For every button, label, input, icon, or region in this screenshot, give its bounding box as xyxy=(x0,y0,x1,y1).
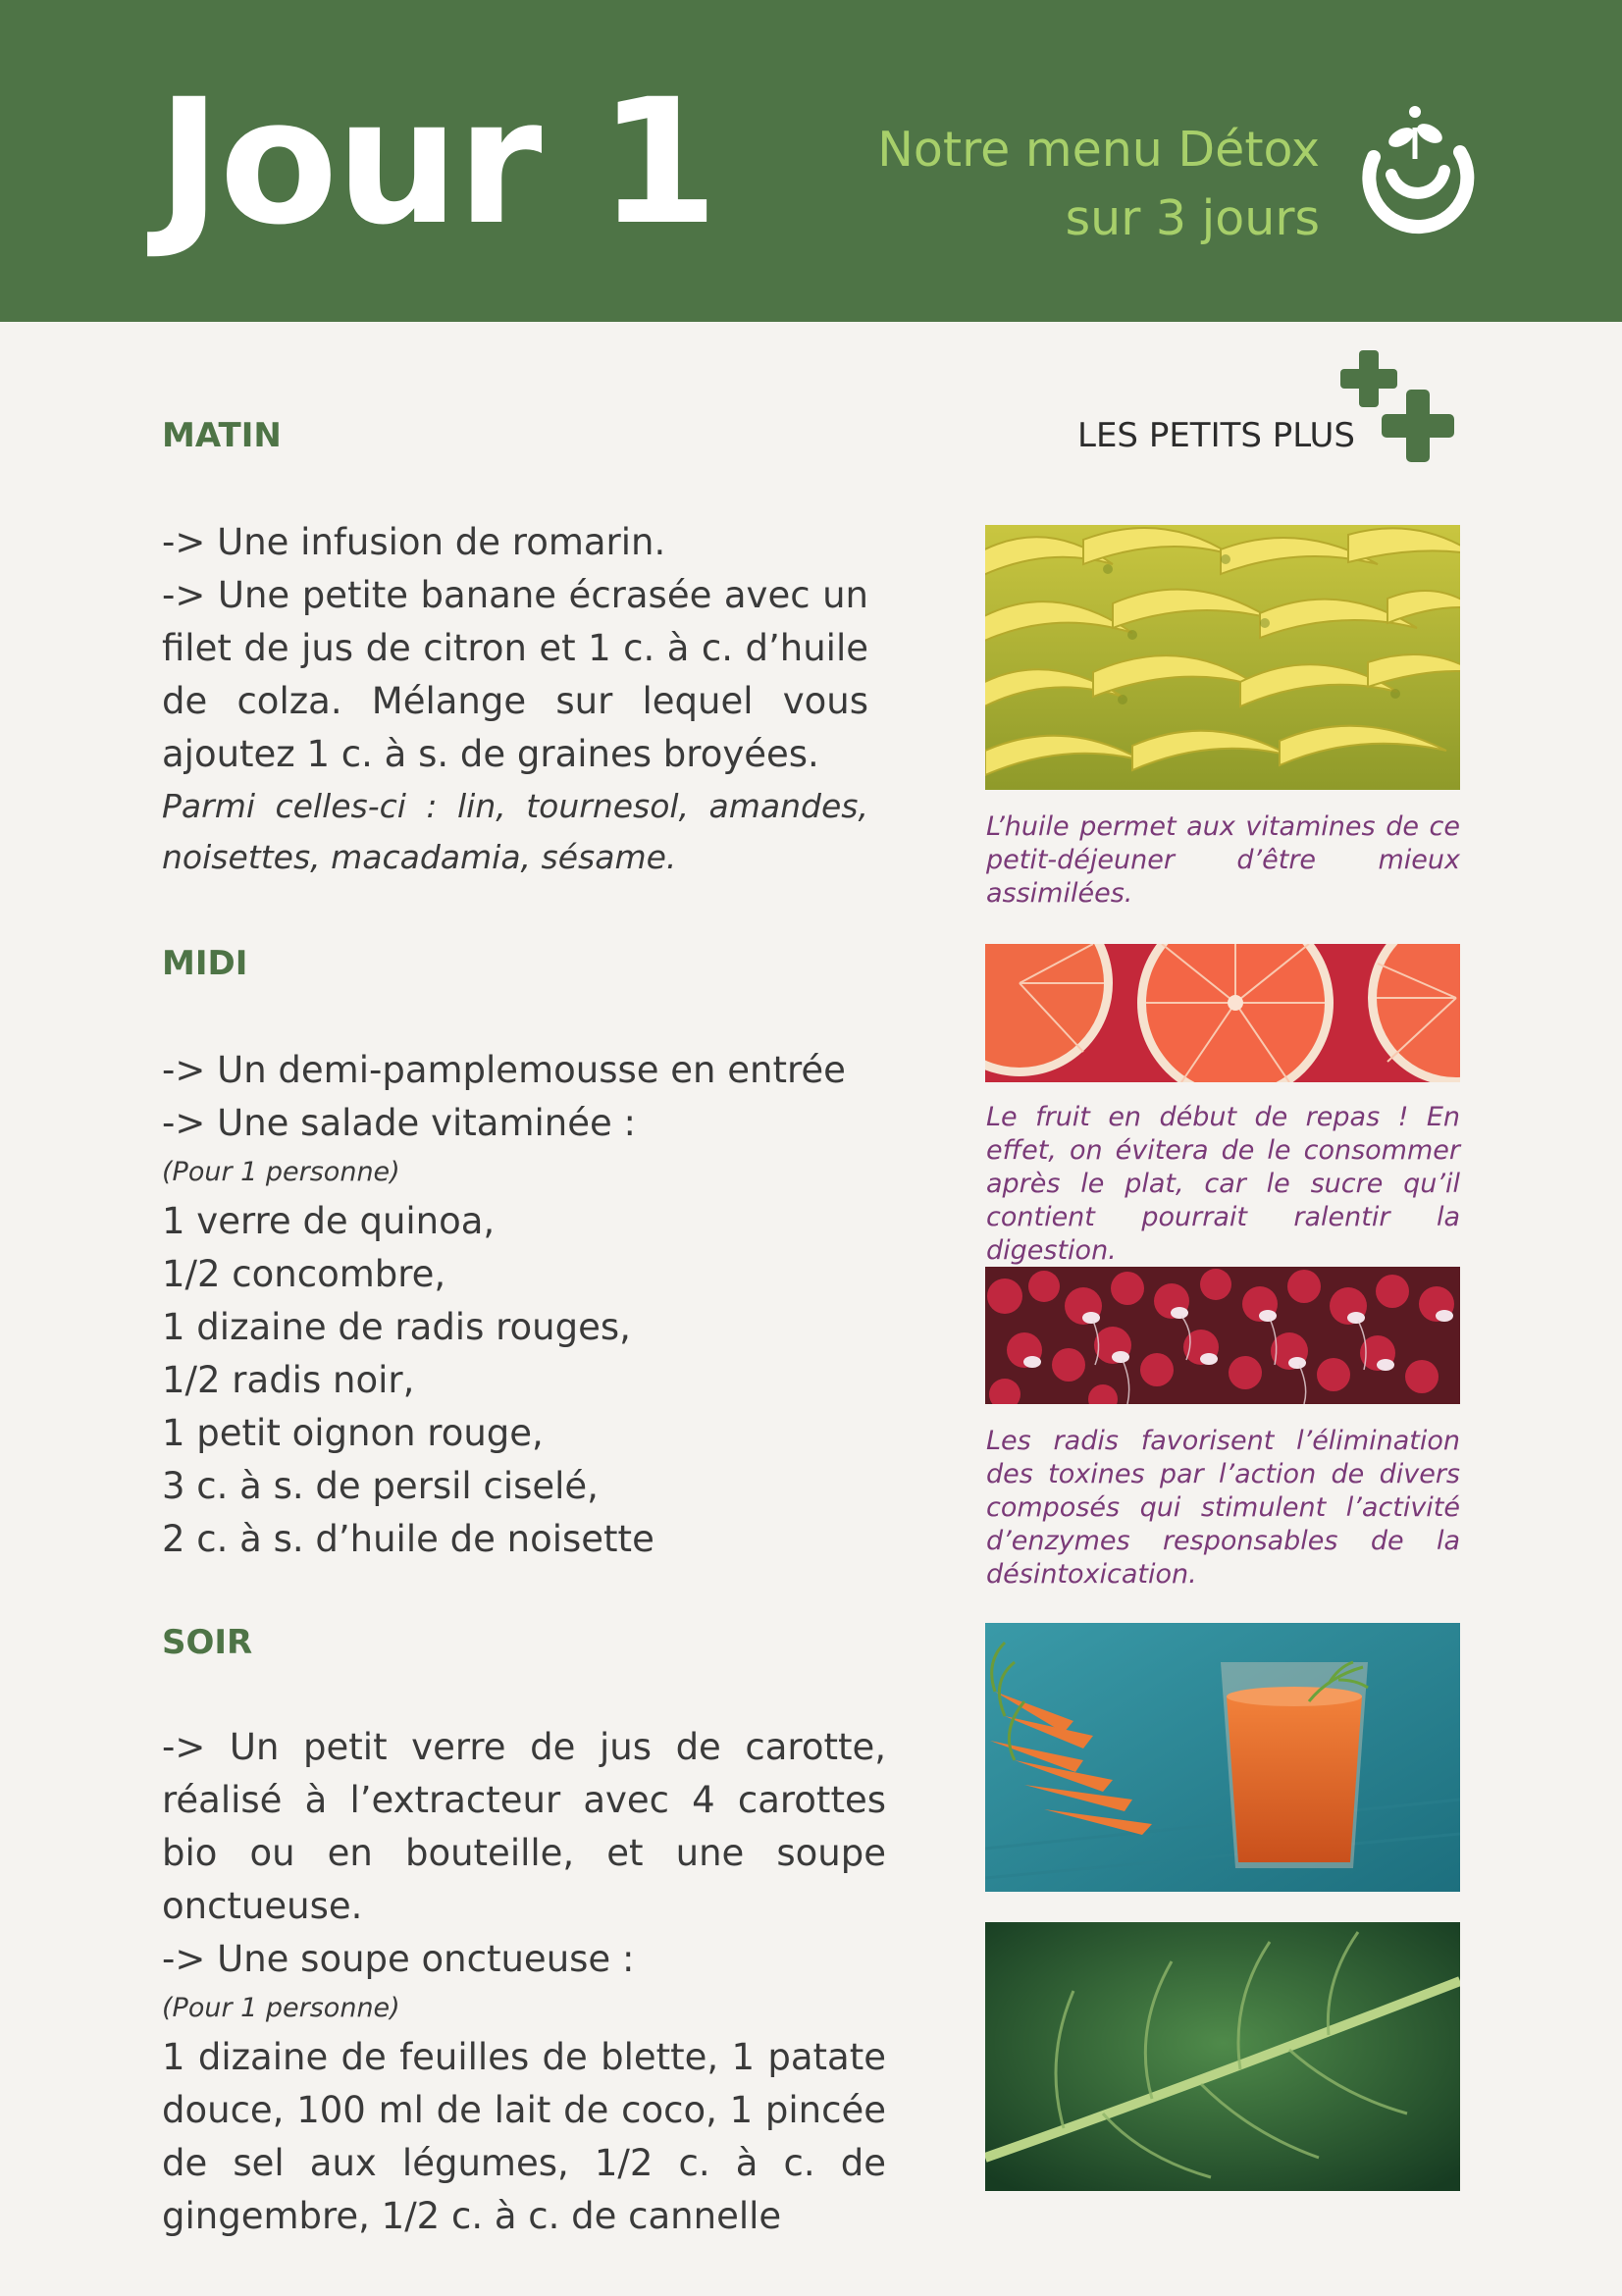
caption-bananes: L’huile permet aux vitamines de ce petit-déjeuner d’être mieux assimilées. xyxy=(986,811,1460,909)
caption-pamplemousse: Le fruit en début de repas ! En effet, on évitera de le consommer après le plat, car le sucre qu’il contient pourrait ralentir la digestion. xyxy=(986,1102,1460,1266)
caption-radis: Les radis favorisent l’élimination des toxines par l’action de divers composés qui stimulent l’activité d’enzymes responsables de la désintoxication. xyxy=(986,1426,1460,1590)
section-title-midi: MIDI xyxy=(162,944,248,983)
soir-paragraph-2: 1 dizaine de feuilles de blette, 1 patate douce, 100 ml de lait de coco, 1 pincée de sel aux légumes, 1/2 c. à c. de gingembre, 1/2 c. à c. de cannelle xyxy=(162,2036,886,2237)
subtitle-line-1: Notre menu Détox xyxy=(877,122,1320,178)
page-header xyxy=(0,0,1622,322)
soir-line-2: -> Une soupe onctueuse : xyxy=(162,1938,635,1980)
page-title: Jour 1 xyxy=(157,62,717,263)
section-title-soir: SOIR xyxy=(162,1623,253,1662)
detox-leaf-logo-icon xyxy=(1354,98,1476,235)
midi-line-1: -> Un demi-pamplemousse en entrée xyxy=(162,1049,846,1091)
soir-serving: (Pour 1 personne) xyxy=(162,1993,400,2023)
midi-ingredient: 1 dizaine de radis rouges, xyxy=(162,1306,631,1348)
matin-line-1: -> Une infusion de romarin. xyxy=(162,521,666,563)
grapefruit-photo xyxy=(985,944,1460,1082)
carrot-juice-photo xyxy=(985,1623,1460,1892)
midi-ingredient: 1 verre de quinoa, xyxy=(162,1200,496,1242)
chard-leaf-photo xyxy=(985,1922,1460,2191)
petits-plus-heading: LES PETITS PLUS xyxy=(1077,416,1355,455)
page-subtitle xyxy=(877,116,1320,253)
section-title-matin: MATIN xyxy=(162,416,282,455)
double-plus-icon xyxy=(1339,350,1469,468)
midi-line-2: -> Une salade vitaminée : xyxy=(162,1102,636,1144)
midi-ingredient: 1 petit oignon rouge, xyxy=(162,1412,544,1454)
midi-ingredient: 2 c. à s. d’huile de noisette xyxy=(162,1518,654,1560)
midi-ingredient: 1/2 concombre, xyxy=(162,1253,446,1295)
soir-paragraph: -> Un petit verre de jus de carotte, réalisé à l’extracteur avec 4 carottes bio ou en bouteille, et une soupe onctueuse. xyxy=(162,1726,886,1927)
matin-paragraph: -> Une petite banane écrasée avec un filet de jus de citron et 1 c. à c. d’huile de colza. Mélange sur lequel vous ajoutez 1 c. à s. de graines broyées. xyxy=(162,574,868,775)
midi-text xyxy=(162,1044,868,1566)
soir-text xyxy=(162,1721,886,2243)
radishes-photo xyxy=(985,1267,1460,1404)
bananas-photo xyxy=(985,525,1460,790)
subtitle-line-2: sur 3 jours xyxy=(1065,190,1320,246)
matin-italic-note: Parmi celles-ci : lin, tournesol, amandes, noisettes, macadamia, sésame. xyxy=(162,787,868,876)
midi-ingredient: 3 c. à s. de persil ciselé, xyxy=(162,1465,599,1507)
midi-serving: (Pour 1 personne) xyxy=(162,1157,400,1187)
midi-ingredient: 1/2 radis noir, xyxy=(162,1359,415,1401)
matin-text xyxy=(162,516,868,883)
